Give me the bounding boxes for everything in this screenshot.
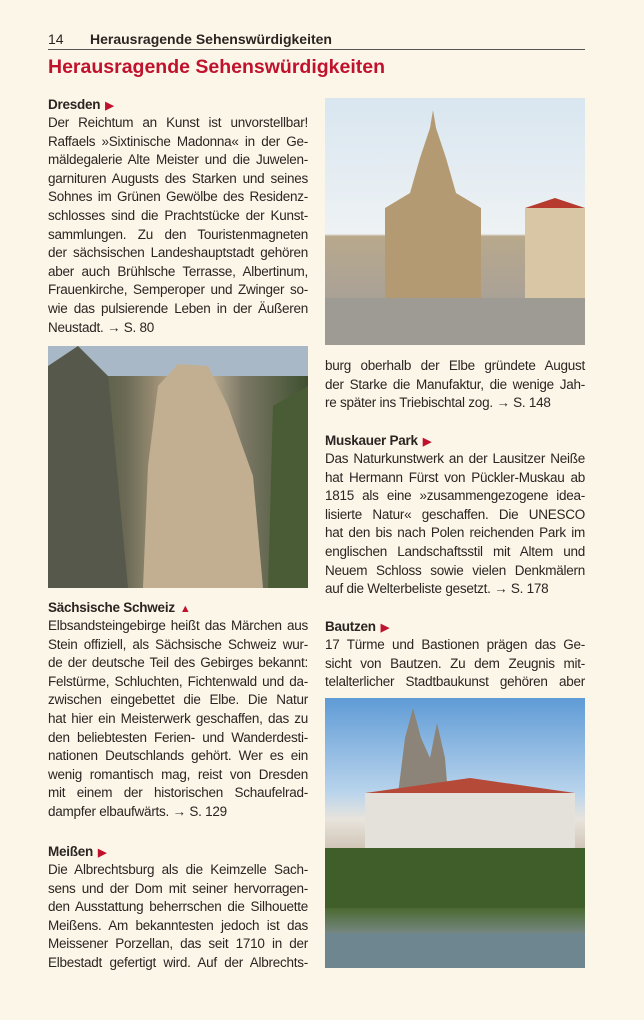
body-text-line: Der Reichtum an Kunst ist unvorstellbar! (48, 115, 308, 130)
body-text-line: zwischen eingebettet die Elbe. Die Natur (48, 692, 308, 708)
body-text-line: wenig romantisch mag, reist von Dresden (48, 766, 308, 782)
body-text-line: mäldegalerie Alte Meister und die Juwelen- (48, 152, 308, 168)
heading-text: Bautzen (325, 619, 376, 634)
body-text-line: Felstürme, Schluchten, Fichtenwald und da- (48, 673, 308, 689)
triangle-right-icon: ▶ (98, 847, 107, 859)
body-text-line: Das Naturkunstwerk an der Lausitzer Neiße (325, 451, 585, 466)
body-text-line: Meissener Porzellan, das seit 1710 in der (48, 936, 308, 952)
frauenkirche-dresden-photo (325, 98, 585, 345)
body-text-line: der sächsischen Landeshauptstadt gehören (48, 245, 308, 261)
body-text-line: dampfer elbaufwärts. → S. 129 (48, 803, 227, 819)
body-text-line: Raffaels »Sixtinische Madonna« in der Ge- (48, 133, 308, 149)
section-dresden (48, 95, 308, 337)
running-title: Herausragende Sehenswürdigkeiten (90, 31, 332, 47)
section-heading (48, 842, 308, 861)
heading-text: Muskauer Park (325, 433, 418, 448)
body-text-line: nationen Deutschlands gehört. Wer es ein (48, 748, 308, 764)
body-text-line: sens und der Dom mit seiner hervorragen- (48, 880, 308, 896)
heading-text: Dresden (48, 97, 101, 112)
body-text-line: englischen Landschaftsstil mit Altem und (325, 543, 585, 559)
body-text-line: garnituren Augusts des Starken und seines (48, 170, 308, 186)
triangle-right-icon: ▶ (380, 622, 389, 634)
section-heading (48, 598, 308, 617)
triangle-up-icon: ▲ (179, 603, 191, 615)
body-text-line: wie das pulsierende Leben in der Äußeren (48, 300, 308, 316)
section-meissen-cont (325, 357, 585, 413)
body-text-line: sicht von Bautzen. Zu dem Zeugnis mit- (325, 655, 585, 671)
running-header (48, 29, 585, 50)
section-heading (325, 431, 585, 450)
body-text-line: auf die Welterbeliste gesetzt. → S. 178 (325, 581, 549, 597)
body-text-line: telalterlicher Stadtbaukunst gehören aber (325, 674, 585, 690)
body-text-line: 17 Türme und Bastionen prägen das Ge- (325, 637, 585, 652)
section-muskauer-park (325, 431, 585, 599)
body-text-line: Frauenkirche, Semperoper und Zwinger so- (48, 282, 308, 298)
body-text-line: aber auch Brühlsche Terrasse, Albertinum, (48, 263, 308, 279)
section-heading (48, 95, 308, 114)
body-text-line: der Starke die Manufaktur, die wenige Jah- (325, 376, 585, 392)
heading-text: Meißen (48, 844, 94, 859)
body-text-line: re später ins Triebischtal zog. → S. 148 (325, 395, 551, 411)
body-text-line: lisierte Natur« geschaffen. Die UNESCO (325, 506, 585, 522)
body-text-line: hat den bis nach Polen reichenden Park im (325, 525, 585, 541)
page-title: Herausragende Sehenswürdigkeiten (48, 56, 386, 78)
body-text-line: Neustadt. → S. 80 (48, 319, 155, 335)
body-text-line: hat Hermann Fürst von Pückler-Muskau ab (325, 469, 585, 485)
body-text-line: hat hier ein Meisterwerk geschaffen, das zu (48, 710, 308, 726)
triangle-right-icon: ▶ (422, 436, 432, 448)
body-text-line: Elbestadt gefertigt wird. Auf der Albrechts- (48, 954, 308, 970)
section-bautzen (325, 617, 585, 692)
body-text-line: burg oberhalb der Elbe gründete August (325, 358, 585, 373)
albrechtsburg-meissen-photo (325, 698, 585, 968)
section-heading (325, 617, 585, 636)
triangle-right-icon: ▶ (105, 100, 114, 112)
section-meissen (48, 842, 308, 973)
saechsische-schweiz-rock-photo (48, 346, 308, 588)
body-text-line: den Ausstattung beherrschen die Silhouette (48, 899, 308, 915)
body-text-line: den beliebtesten Ferien- und Wanderdesti- (48, 729, 308, 745)
section-saechsische-schweiz (48, 598, 308, 822)
body-text-line: Stein offiziell, als Sächsische Schweiz wur- (48, 636, 308, 652)
body-text-line: Elbsandsteingebirge heißt das Märchen aus (48, 618, 308, 633)
body-text-line: 1815 als eine »zusammengezogene idea- (325, 488, 585, 504)
body-text-line: de der deutsche Teil des Gebirges bekannt: (48, 655, 308, 671)
body-text-line: Sohnes im Grünen Gewölbe des Residenz- (48, 189, 308, 205)
body-text-line: schlosses sind die Prachtstücke der Kunst- (48, 207, 308, 223)
body-text-line: mit einem der historischen Schaufelrad- (48, 785, 308, 801)
heading-text: Sächsische Schweiz (48, 600, 175, 615)
body-text-line: Neuem Schloss sowie vielen Denkmälern (325, 562, 585, 578)
body-text-line: Meißens. Am bekanntesten jedoch ist das (48, 917, 308, 933)
body-text-line: sammlungen. Zu den Touristenmagneten (48, 226, 308, 242)
page-number: 14 (48, 31, 64, 47)
body-text-line: Die Albrechtsburg als die Keimzelle Sach- (48, 862, 308, 877)
